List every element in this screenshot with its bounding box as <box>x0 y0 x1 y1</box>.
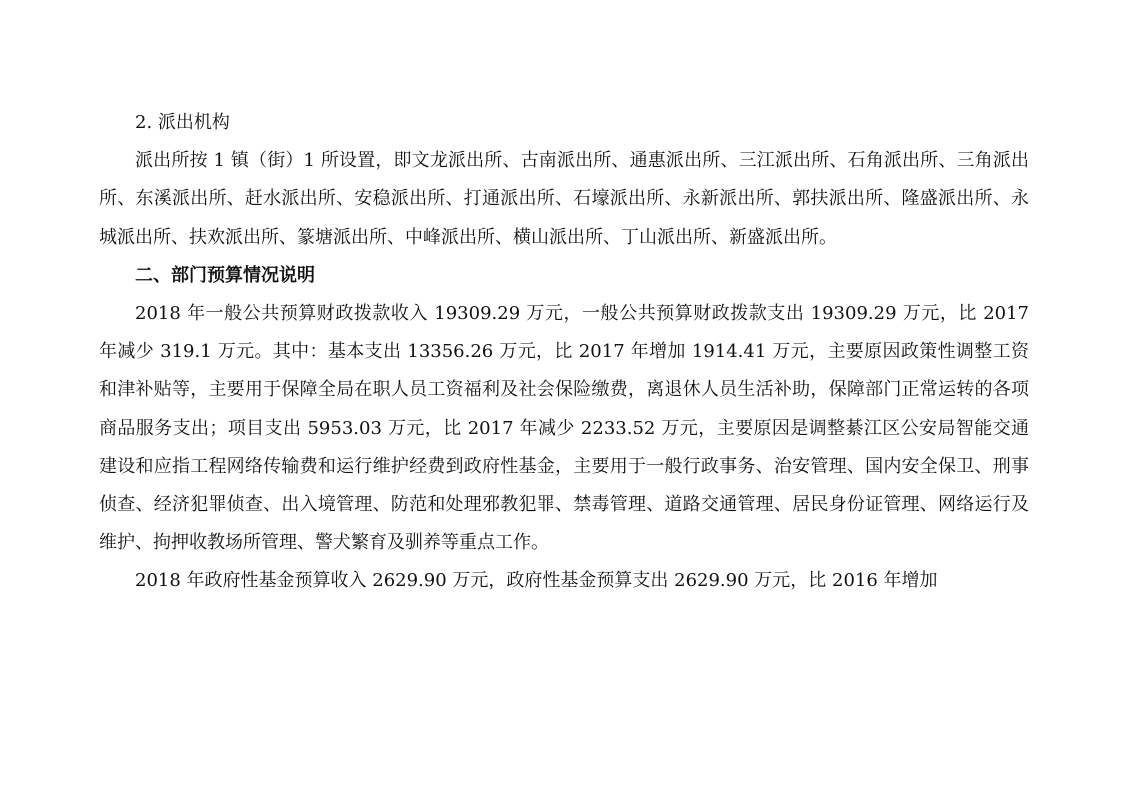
part-2-heading: 二、部门预算情况说明 <box>135 264 315 286</box>
section-2-heading: 2. 派出机构 <box>135 112 230 133</box>
section-2-body: 派出所按 1 镇（街）1 所设置，即文龙派出所、古南派出所、通惠派出所、三江派出所、石角派出所、三角派出所、东溪派出所、赶水派出所、安稳派出所、打通派出所、石壕派出所、永新派出所、郭扶派出所、隆盛派出所、永城派出所、扶欢派出所、篆塘派出所、中峰派出所、横山派出所、丁山派出所、新盛派出所。 <box>99 150 1029 248</box>
budget-paragraph-1: 2018 年一般公共预算财政拨款收入 19309.29 万元，一般公共预算财政拨款支出 19309.29 万元，比 2017 年减少 319.1 万元。其中：基本支出 13356.26 万元，比 2017 年增加 1914.41 万元，主要原因政策性调整工资和津补贴等，主要用于保障全局在职人员工资福利及社会保险缴费，离退休人员生活补助，保障部门正常运转的各项商品服务支出；项目支出 5953.03 万元，比 2017 年减少 2233.52 万元，主要原因是调整綦江区公安局智能交通建设和应指工程网络传输费和运行维护经费到政府性基金，主要用于一般行政事务、治安管理、国内安全保卫、刑事侦查、经济犯罪侦查、出入境管理、防范和处理邪教犯罪、禁毒管理、道路交通管理、居民身份证管理、网络运行及维护、拘押收教场所管理、警犬繁育及驯养等重点工作。 <box>99 303 1029 554</box>
document-body <box>99 104 1029 601</box>
budget-paragraph-2: 2018 年政府性基金预算收入 2629.90 万元，政府性基金预算支出 2629.90 万元，比 2016 年增加 <box>135 570 938 592</box>
